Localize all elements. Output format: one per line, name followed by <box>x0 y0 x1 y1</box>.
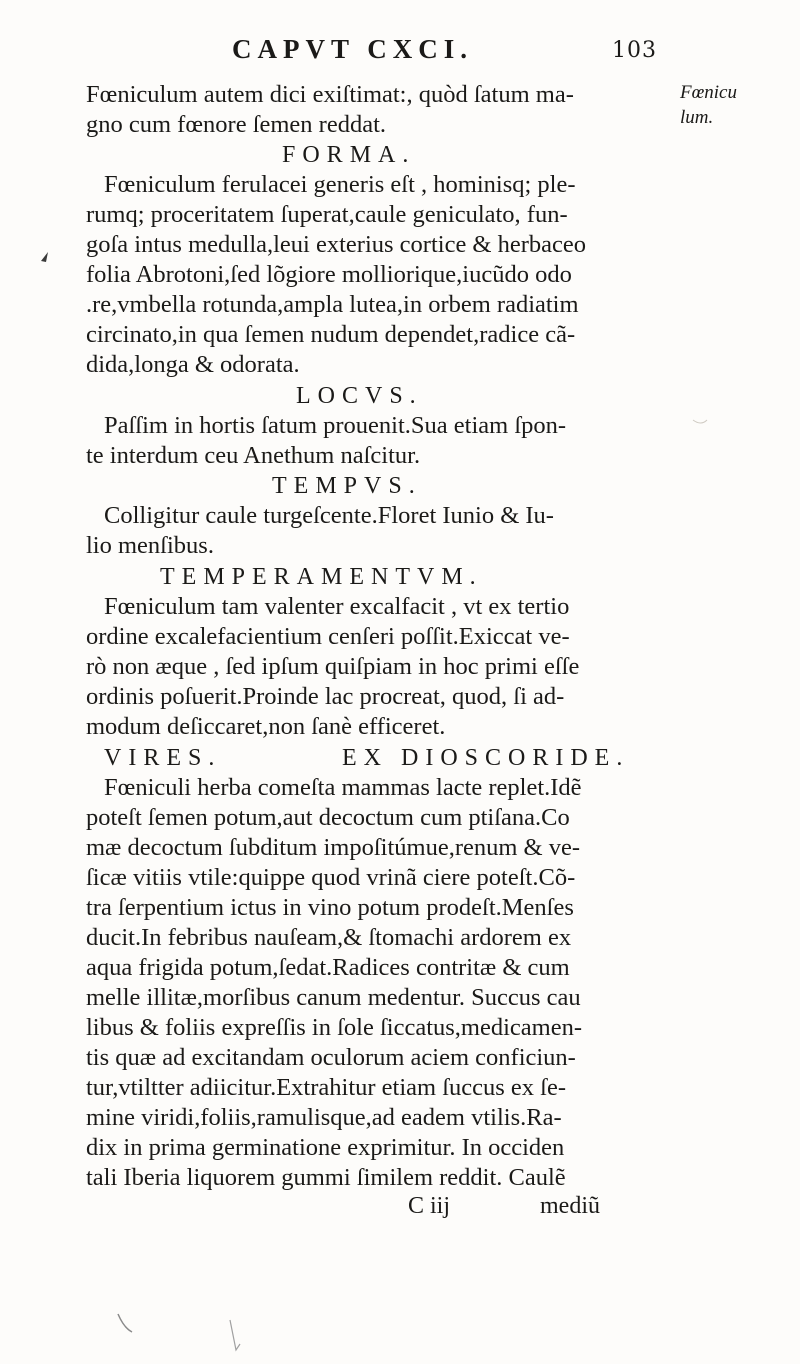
text-line: dix in prima germinatione exprimitur. In occiden <box>86 1134 565 1161</box>
text-line: Fœniculum ferulacei generis eſt , hominisq; ple- <box>104 171 576 198</box>
catchword: mediũ <box>540 1193 600 1219</box>
margin-note-line: lum. <box>680 107 714 128</box>
text-line: ſicæ vitiis vtile:quippe quod vrinã ciere poteſt.Cõ- <box>86 864 576 891</box>
pencil-mark-icon <box>230 1320 240 1350</box>
text-line: Fœniculi herba comeſta mammas lacte replet.Idẽ <box>104 774 582 801</box>
text-line: lio menſibus. <box>86 532 214 559</box>
text-line: gno cum fœnore ſemen reddat. <box>86 111 387 138</box>
text-line: ducit.In febribus nauſeam,& ſtomachi ardorem ex <box>86 924 572 951</box>
text-line: mæ decoctum ſubditum impoſitúmue,renum & ve- <box>86 834 581 861</box>
text-line: libus & foliis expreſſis in ſole ſiccatus,medicamen- <box>86 1014 583 1041</box>
margin-note-line: Fœnicu <box>680 82 737 103</box>
paper-crease-icon <box>693 420 707 423</box>
ink-blot-icon <box>41 252 48 262</box>
text-line: mine viridi,foliis,ramulisque,ad eadem vtilis.Ra- <box>86 1104 562 1131</box>
running-title: CAPVT CXCI. <box>232 34 474 64</box>
text-line: Fœniculum autem dici exiſtimat:, quòd ſatum ma- <box>86 81 574 108</box>
text-line: .re,vmbella rotunda,ampla lutea,in orbem radiatim <box>86 291 579 318</box>
section-heading-ex-dioscoride: EX DIOSCORIDE. <box>342 745 630 771</box>
text-line: tali Iberia liquorem gummi ſimilem reddit. Caulẽ <box>86 1164 566 1191</box>
page-number: 103 <box>612 38 657 63</box>
text-line: rumq; proceritatem ſuperat,caule geniculato, fun- <box>86 201 568 228</box>
text-line: ordine excalefacientium cenſeri poſſit.Exiccat ve- <box>86 623 570 650</box>
text-line: tis quæ ad excitandam oculorum aciem conficiun- <box>86 1044 576 1071</box>
text-line: tra ſerpentium ictus in vino potum prodeſt.Menſes <box>86 894 574 921</box>
text-line: dida,longa & odorata. <box>86 351 300 378</box>
pencil-mark-icon <box>118 1314 132 1332</box>
text-line: poteſt ſemen potum,aut decoctum cum ptiſana.Co <box>86 804 570 831</box>
text-line: circinato,in qua ſemen nudum dependet,radice cã- <box>86 321 576 348</box>
section-heading-forma: FORMA. <box>282 142 416 168</box>
text-line: modum deſiccaret,non ſanè efficeret. <box>86 713 446 740</box>
text-line: melle illitæ,morſibus canum medentur. Succus cau <box>86 984 581 1011</box>
text-line: goſa intus medulla,leui exterius cortice & herbaceo <box>86 231 587 258</box>
text-line: rò non æque , ſed ipſum quiſpiam in hoc primi eſſe <box>86 653 580 680</box>
section-heading-tempus: TEMPVS. <box>272 473 422 499</box>
section-heading-locus: LOCVS. <box>296 383 423 409</box>
text-line: aqua frigida potum,ſedat.Radices contritæ & cum <box>86 954 570 981</box>
text-line: Fœniculum tam valenter excalfacit , vt ex tertio <box>104 593 570 620</box>
section-heading-vires: VIRES. <box>104 745 222 771</box>
text-line: ordinis poſuerit.Proinde lac procreat, quod, ſi ad- <box>86 683 565 710</box>
signature-mark: C iij <box>408 1193 451 1219</box>
text-line: folia Abrotoni,ſed lõgiore molliorique,iucũdo odo <box>86 261 572 288</box>
text-line: Colligitur caule turgeſcente.Floret Iunio & Iu- <box>104 502 554 529</box>
text-line: Paſſim in hortis ſatum prouenit.Sua etiam ſpon- <box>104 412 567 439</box>
text-line: te interdum ceu Anethum naſcitur. <box>86 442 421 469</box>
section-heading-temperamentum: TEMPERAMENTVM. <box>160 564 483 590</box>
text-line: tur,vtiltter adiicitur.Extrahitur etiam ſuccus ex ſe- <box>86 1074 567 1101</box>
